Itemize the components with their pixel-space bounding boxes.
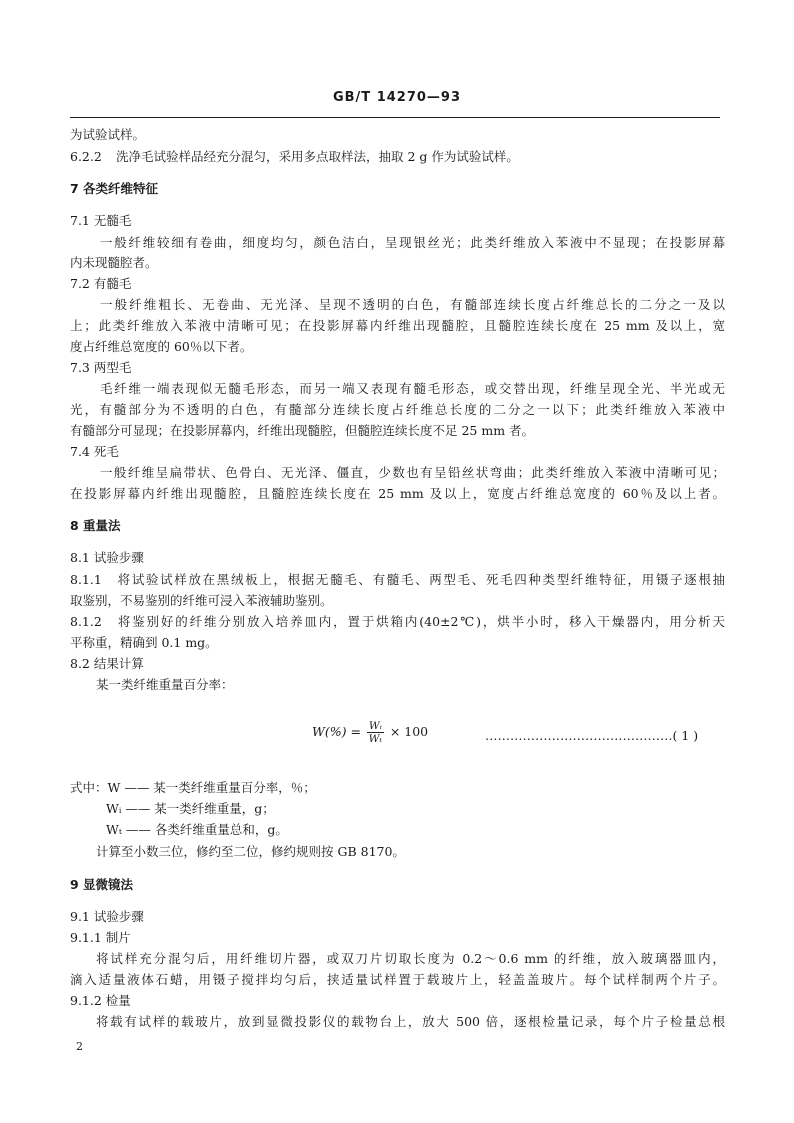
paragraph-line: 光，有髓部分为不透明的白色，有髓部分连续长度占纤维总长度的二分之一以下；此类纤维放入苯液中 [70,402,725,417]
clause-text: 将试验试样放在黑绒板上，根据无髓毛、有髓毛、两型毛、死毛四种类型纤维特征，用镊子逐根抽 [116,572,725,587]
where-lead: 式中： [70,780,108,795]
clause-heading-8-2: 8.2 结果计算 [70,656,144,671]
fraction-numerator: Wᵢ [368,720,382,732]
clause-number: 8.1.2 [70,614,102,629]
paragraph-line: 平称重，精确到 0.1 mg。 [70,635,218,650]
formula-multiplier: × 100 [389,724,429,739]
clause-heading-9-1-2: 9.1.2 检量 [70,993,131,1008]
definition-wt: Wₜ —— 各类纤维重量总和，g。 [106,822,288,837]
paragraph-line: 度占纤维总宽度的 60％以下者。 [70,339,253,354]
standard-number-header: GB/T 14270—93 [332,90,462,105]
paragraph-line: 计算至小数三位，修约至二位，修约规则按 GB 8170。 [96,844,405,859]
variable-definition [70,779,725,797]
clause-heading-7-3: 7.3 两型毛 [70,360,132,375]
section-heading-9: 9 显微镜法 [70,877,134,892]
paragraph-line: 某一类纤维重量百分率： [96,677,234,692]
paragraph-line: 上；此类纤维放入苯液中清晰可见；在投影屏幕内纤维出现髓腔，且髓腔连续长度在 25 mm 及以上，宽 [70,318,725,333]
paragraph-line: 一般纤维较细有卷曲，细度均匀，颜色洁白，呈现银丝光；此类纤维放入苯液中不显现；在投影屏幕 [100,235,725,250]
paragraph-line: 取鉴别，不易鉴别的纤维可浸入苯液辅助鉴别。 [70,593,333,608]
clause-number: 8.1.1 [70,572,102,587]
paragraph-line: 内未现髓腔者。 [70,255,158,270]
clause-6-2-2 [70,148,725,166]
clause-heading-9-1: 9.1 试验步骤 [70,909,144,924]
paragraph-line: 毛纤维一端表现似无髓毛形态，而另一端又表现有髓毛形态，或交替出现，纤维呈现全光、半光或无 [100,381,725,396]
clause-text: 将鉴别好的纤维分别放入培养皿内，置于烘箱内(40±2℃)，烘半小时，移入干燥器内，用分析天 [116,614,725,629]
clause-heading-7-2: 7.2 有髓毛 [70,276,132,291]
fraction-denominator: Wₜ [368,733,383,745]
paragraph-line: 在投影屏幕内纤维出现髓腔，且髓腔连续长度在 25 mm 及以上，宽度占纤维总宽度的 60％及以上者。 [70,486,725,501]
clause-heading-8-1: 8.1 试验步骤 [70,550,144,565]
formula-fraction [367,720,384,745]
clause-8-1-2 [70,613,725,631]
paragraph-line: 一般纤维呈扁带状、色骨白、无光泽、僵直，少数也有呈铅丝状弯曲；此类纤维放入苯液中清晰可见； [100,465,725,480]
clause-8-1-1 [70,571,725,589]
paragraph-line: 将试样充分混匀后，用纤维切片器，或双刀片切取长度为 0.2～0.6 mm 的纤维，放入玻璃器皿内， [96,951,725,966]
equation-number: ( 1 ) [672,728,699,743]
equation-number-row [485,727,725,745]
header-rule [70,117,720,118]
paragraph-line: 将载有试样的载玻片，放到显微投影仪的载物台上，放大 500 倍，逐根检量记录，每个片子检量总根 [96,1014,725,1029]
dot-leader: ……………………………………… [485,728,673,743]
page-number: 2 [76,1040,83,1053]
paragraph-line: 为试验试样。 [70,127,146,142]
clause-heading-7-4: 7.4 死毛 [70,444,119,459]
clause-heading-7-1: 7.1 无髓毛 [70,213,132,228]
paragraph-line: 有髓部分可显现；在投影屏幕内，纤维出现髓腔，但髓腔连续长度不足 25 mm 者。 [70,423,535,438]
definition-w: W —— 某一类纤维重量百分率，％； [107,780,316,795]
definition-wi: Wᵢ —— 某一类纤维重量，g； [106,801,275,816]
formula-1 [312,720,428,745]
section-heading-7: 7 各类纤维特征 [70,181,159,196]
paragraph-line: 一般纤维粗长、无卷曲、无光泽、呈现不透明的白色，有髓部连续长度占纤维总长的二分之一及以 [100,297,725,312]
clause-text: 洗净毛试验样品经充分混匀，采用多点取样法，抽取 2 g 作为试验试样。 [116,149,519,164]
formula-lhs: W(%) = [312,724,361,739]
section-heading-8: 8 重量法 [70,518,121,533]
paragraph-line: 滴入适量液体石蜡，用镊子搅拌均匀后，挟适量试样置于载玻片上，轻盖盖玻片。每个试样制两个片子。 [70,972,725,987]
clause-heading-9-1-1: 9.1.1 制片 [70,930,131,945]
clause-number: 6.2.2 [70,149,102,164]
